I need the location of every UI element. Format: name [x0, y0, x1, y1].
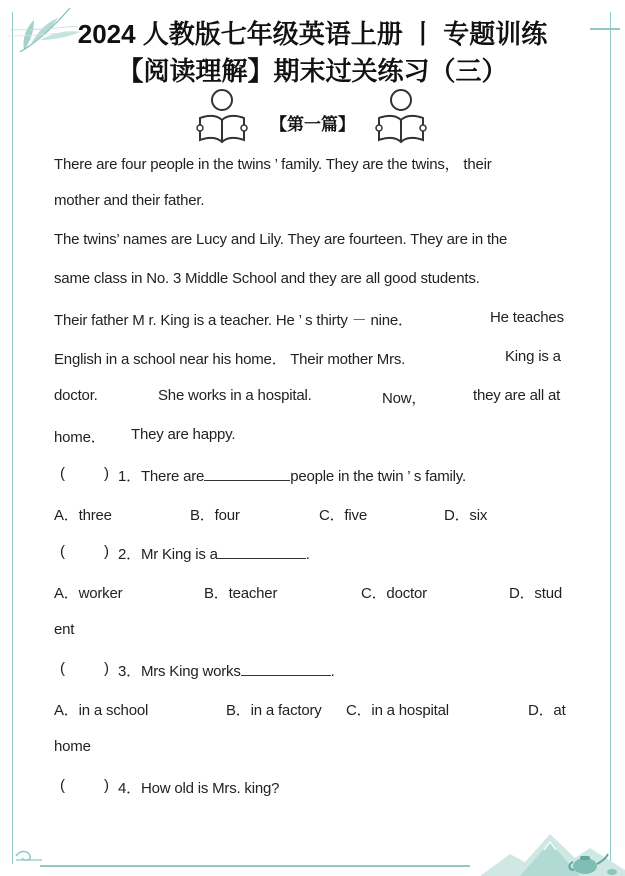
passage-segment: King is a — [505, 348, 561, 365]
passage-segment: Now， — [382, 390, 427, 407]
option-c[interactable]: C．five — [319, 507, 367, 524]
answer-paren-open: ( — [60, 777, 65, 794]
reading-person-icon — [375, 88, 427, 144]
cloud-swirl-icon — [14, 846, 44, 866]
answer-paren-close: ) — [104, 660, 109, 677]
page-title-line-2: 【阅读理解】期末过关练习（三） — [117, 56, 508, 86]
passage-segment: English in a school near his home． Their mother Mrs. — [54, 351, 406, 368]
passage-line: same class in No. 3 Middle School and they are all good students. — [54, 270, 480, 287]
answer-paren-close: ) — [104, 777, 109, 794]
answer-paren-open: ( — [60, 543, 65, 560]
section-label: 【第一篇】 — [270, 115, 355, 134]
bottom-rule — [40, 865, 470, 867]
question-stem-text: 2．Mr King is a — [118, 546, 218, 563]
passage-segment: They are happy. — [131, 426, 236, 443]
option-c[interactable]: C．doctor — [361, 585, 427, 602]
option-b[interactable]: B．four — [190, 507, 240, 524]
answer-blank[interactable] — [218, 544, 306, 559]
option-b[interactable]: B．teacher — [204, 585, 278, 602]
question-stem-text: 3．Mrs King works — [118, 663, 241, 680]
option-b[interactable]: B．in a factory — [226, 702, 322, 719]
passage-segment: home． — [54, 429, 106, 446]
option-d[interactable]: D．six — [444, 507, 488, 524]
option-d-continued: home — [54, 738, 91, 755]
question-stem-text: . — [330, 663, 335, 680]
option-a[interactable]: A．three — [54, 507, 112, 524]
page-title-line-1: 2024 人教版七年级英语上册 丨 专题训练 — [77, 19, 548, 49]
answer-paren-close: ) — [104, 543, 109, 560]
passage-line: There are four people in the twins ’ family. They are the twins， their — [54, 156, 492, 173]
answer-blank[interactable] — [241, 661, 331, 676]
option-a[interactable]: A．in a school — [54, 702, 149, 719]
passage-segment: doctor. — [54, 387, 98, 404]
option-a[interactable]: A．worker — [54, 585, 123, 602]
passage-segment: She works in a hospital. — [158, 387, 312, 404]
passage-segment: He teaches — [490, 309, 564, 326]
answer-blank[interactable] — [204, 466, 290, 481]
section-header — [0, 88, 625, 144]
question-stem — [118, 660, 335, 681]
answer-paren-open: ( — [60, 465, 65, 482]
option-c[interactable]: C．in a hospital — [346, 702, 449, 719]
passage-segment: they are all at — [473, 387, 561, 404]
passage-line: The twins’ names are Lucy and Lily. They are fourteen. They are in the — [54, 231, 508, 248]
mountain-landscape-icon — [480, 820, 625, 876]
question-stem: 4．How old is Mrs. king? — [118, 780, 280, 797]
option-d[interactable]: D．stud — [509, 585, 562, 602]
question-stem — [118, 465, 466, 486]
question-stem-text: 1．There are — [118, 468, 205, 485]
option-d-continued: ent — [54, 621, 75, 638]
option-d[interactable]: D．at — [528, 702, 566, 719]
answer-paren-close: ) — [104, 465, 109, 482]
answer-paren-open: ( — [60, 660, 65, 677]
question-stem-text: . — [305, 546, 310, 563]
question-stem — [118, 543, 310, 564]
passage-line: mother and their father. — [54, 192, 205, 209]
passage-segment: Their father M r. King is a teacher. He ’ s thirty － nine． — [54, 312, 413, 329]
question-stem-text: people in the twin ’ s family. — [290, 468, 466, 485]
